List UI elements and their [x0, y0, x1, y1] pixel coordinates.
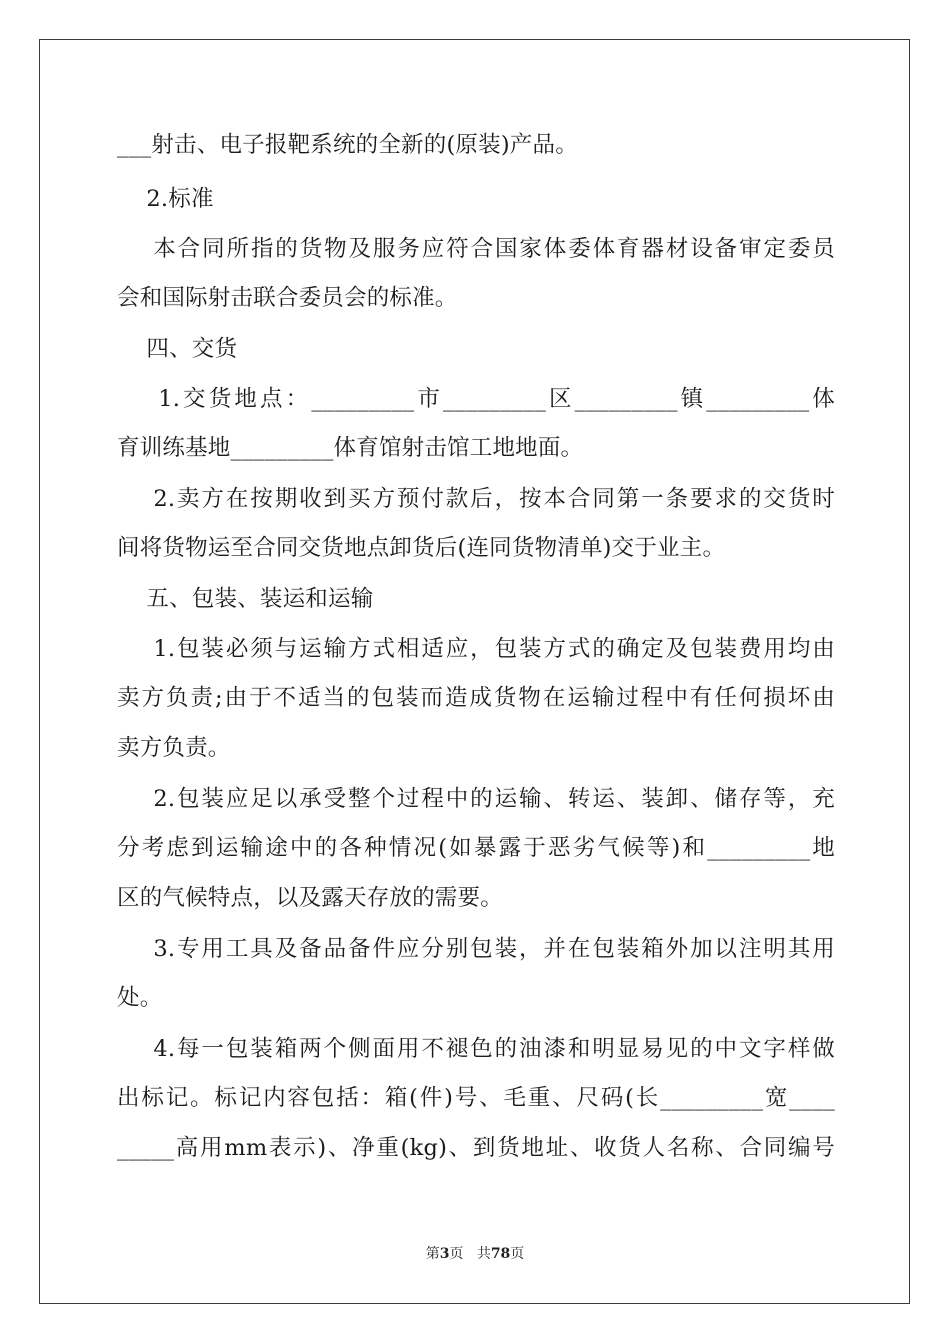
text-line: 卖方负责;由于不适当的包装而造成货物在运输过程中有任何损坏由 [117, 685, 835, 711]
text-line: _____高用mm表示)、净重(kg)、到货地址、收货人名称、合同编号 [117, 1135, 835, 1161]
text-line: 分考虑到运输途中的各种情况(如暴露于恶劣气候等)和_________地 [117, 835, 835, 861]
text-line: 2.标准 [117, 186, 214, 212]
text-line: ___射击、电子报靶系统的全新的(原装)产品。 [117, 132, 578, 158]
section-heading: 四、交货 [117, 336, 238, 362]
text-line: 1.交货地点：_________市_________区_________镇_________体 [117, 386, 835, 412]
text-line: 1.包装必须与运输方式相适应，包装方式的确定及包装费用均由 [117, 636, 835, 662]
text-line: 2.包装应足以承受整个过程中的运输、转运、装卸、储存等，充 [117, 786, 835, 812]
total-label-suffix: 页 [510, 1246, 525, 1262]
text-line: 本合同所指的货物及服务应符合国家体委体育器材设备审定委员 [117, 236, 835, 262]
page-label-prefix: 第 [425, 1246, 440, 1262]
page-footer [0, 1244, 950, 1264]
text-line: 3.专用工具及备品备件应分别包装，并在包装箱外加以注明其用 [117, 936, 835, 962]
text-line: 处。 [117, 985, 163, 1011]
text-line: 2.卖方在按期收到买方预付款后，按本合同第一条要求的交货时 [117, 486, 835, 512]
text-line: 育训练基地_________体育馆射击馆工地地面。 [117, 435, 584, 461]
total-label-prefix: 共 [476, 1246, 491, 1262]
text-line: 间将货物运至合同交货地点卸货后(连同货物清单)交于业主。 [117, 535, 726, 561]
text-line: 区的气候特点，以及露天存放的需要。 [117, 885, 503, 911]
page-number: 3 [439, 1246, 450, 1262]
page-border [39, 39, 910, 1304]
text-line: 卖方负责。 [117, 735, 231, 761]
page-label-suffix: 页 [449, 1246, 464, 1262]
section-heading: 五、包装、装运和运输 [117, 586, 374, 612]
total-pages: 78 [490, 1246, 511, 1262]
text-line: 4.每一包装箱两个侧面用不褪色的油漆和明显易见的中文字样做 [117, 1036, 835, 1062]
text-line: 出标记。标记内容包括：箱(件)号、毛重、尺码(长_________宽____ [117, 1085, 835, 1111]
text-line: 会和国际射击联合委员会的标准。 [117, 285, 458, 311]
